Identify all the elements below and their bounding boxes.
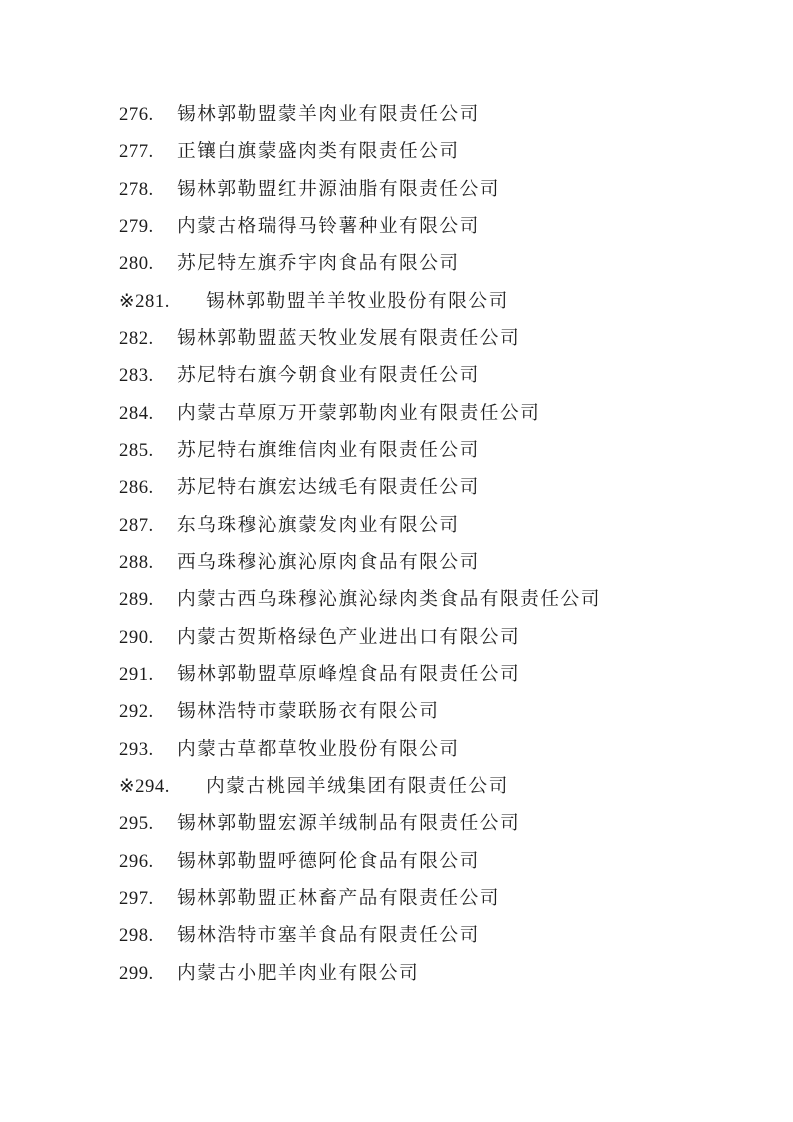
- item-number: [119, 544, 177, 581]
- item-number: [119, 432, 177, 469]
- item-number-text: 279.: [119, 215, 154, 237]
- item-number-text: 282.: [119, 327, 154, 349]
- company-name: 内蒙古西乌珠穆沁旗沁绿肉类食品有限责任公司: [177, 589, 601, 611]
- item-number: [119, 283, 206, 320]
- company-name: 正镶白旗蒙盛肉类有限责任公司: [177, 141, 460, 163]
- item-number-text: 285.: [119, 439, 154, 461]
- item-number: [119, 395, 177, 432]
- company-name: 锡林郭勒盟羊羊牧业股份有限公司: [206, 290, 509, 312]
- list-item: [119, 171, 793, 208]
- item-number-text: 293.: [119, 738, 154, 760]
- company-name: 锡林郭勒盟呼德阿伦食品有限公司: [177, 850, 480, 872]
- company-name: 锡林浩特市蒙联肠衣有限公司: [177, 701, 440, 723]
- item-number: [119, 731, 177, 768]
- company-name: 内蒙古草都草牧业股份有限公司: [177, 738, 460, 760]
- item-number-text: 286.: [119, 477, 154, 499]
- item-number: [119, 843, 177, 880]
- item-number-text: 287.: [119, 514, 154, 536]
- list-item: [119, 507, 793, 544]
- item-number: [119, 320, 177, 357]
- item-number: [119, 245, 177, 282]
- list-item: [119, 96, 793, 133]
- list-item: [119, 357, 793, 394]
- item-number: [119, 768, 206, 805]
- list-item: [119, 955, 793, 992]
- company-name: 锡林郭勒盟草原峰煌食品有限责任公司: [177, 663, 521, 685]
- item-number: [119, 96, 177, 133]
- company-name: 内蒙古草原万开蒙郭勒肉业有限责任公司: [177, 402, 541, 424]
- list-item: [119, 544, 793, 581]
- list-item: [119, 469, 793, 506]
- item-number: [119, 507, 177, 544]
- item-number-text: 292.: [119, 701, 154, 723]
- item-number-text: 283.: [119, 365, 154, 387]
- item-number-text: 297.: [119, 887, 154, 909]
- company-name: 西乌珠穆沁旗沁原肉食品有限公司: [177, 551, 480, 573]
- item-number: [119, 955, 177, 992]
- list-item: [119, 768, 793, 805]
- item-number-text: 298.: [119, 925, 154, 947]
- company-list: [119, 96, 793, 992]
- list-item: [119, 432, 793, 469]
- item-number: [119, 133, 177, 170]
- list-item: [119, 133, 793, 170]
- list-item: [119, 283, 793, 320]
- item-number: [119, 656, 177, 693]
- item-number-text: 291.: [119, 663, 154, 685]
- item-number: [119, 581, 177, 618]
- list-item: [119, 805, 793, 842]
- item-number: [119, 469, 177, 506]
- item-number: [119, 693, 177, 730]
- company-name: 东乌珠穆沁旗蒙发肉业有限公司: [177, 514, 460, 536]
- list-item: [119, 656, 793, 693]
- company-name: 锡林郭勒盟宏源羊绒制品有限责任公司: [177, 813, 521, 835]
- item-number-text: 288.: [119, 551, 154, 573]
- item-number-text: 281.: [135, 290, 170, 312]
- company-name: 锡林浩特市塞羊食品有限责任公司: [177, 925, 480, 947]
- list-item: [119, 917, 793, 954]
- item-number-text: 277.: [119, 141, 154, 163]
- item-number: [119, 917, 177, 954]
- item-number-text: 280.: [119, 253, 154, 275]
- company-name: 锡林郭勒盟正林畜产品有限责任公司: [177, 887, 500, 909]
- company-name: 苏尼特右旗宏达绒毛有限责任公司: [177, 477, 480, 499]
- list-item: [119, 843, 793, 880]
- list-item: [119, 693, 793, 730]
- item-number-text: 295.: [119, 813, 154, 835]
- company-name: 内蒙古小肥羊肉业有限公司: [177, 962, 420, 984]
- company-name: 锡林郭勒盟蒙羊肉业有限责任公司: [177, 104, 480, 125]
- item-number-text: 296.: [119, 850, 154, 872]
- item-number-text: 299.: [119, 962, 154, 984]
- item-number: [119, 880, 177, 917]
- item-star-marker: ※: [119, 290, 136, 312]
- item-number: [119, 805, 177, 842]
- list-item: [119, 581, 793, 618]
- item-number-text: 276.: [119, 104, 154, 125]
- list-item: [119, 245, 793, 282]
- company-name: 内蒙古格瑞得马铃薯种业有限公司: [177, 215, 480, 237]
- company-name: 锡林郭勒盟蓝天牧业发展有限责任公司: [177, 327, 521, 349]
- company-name: 锡林郭勒盟红井源油脂有限责任公司: [177, 178, 500, 200]
- company-name: 苏尼特右旗今朝食业有限责任公司: [177, 365, 480, 387]
- company-name: 苏尼特右旗维信肉业有限责任公司: [177, 439, 480, 461]
- item-number: [119, 619, 177, 656]
- item-number-text: 284.: [119, 402, 154, 424]
- item-number-text: 289.: [119, 589, 154, 611]
- item-number: [119, 171, 177, 208]
- item-number-text: 278.: [119, 178, 154, 200]
- item-number: [119, 357, 177, 394]
- company-name: 内蒙古桃园羊绒集团有限责任公司: [206, 775, 509, 797]
- list-item: [119, 395, 793, 432]
- list-item: [119, 619, 793, 656]
- item-number-text: 290.: [119, 626, 154, 648]
- item-number: [119, 208, 177, 245]
- list-item: [119, 880, 793, 917]
- list-item: [119, 208, 793, 245]
- list-item: [119, 731, 793, 768]
- item-number-text: 294.: [135, 775, 170, 797]
- item-star-marker: ※: [119, 775, 136, 797]
- company-name: 苏尼特左旗乔宇肉食品有限公司: [177, 253, 460, 275]
- company-name: 内蒙古贺斯格绿色产业进出口有限公司: [177, 626, 521, 648]
- list-item: [119, 320, 793, 357]
